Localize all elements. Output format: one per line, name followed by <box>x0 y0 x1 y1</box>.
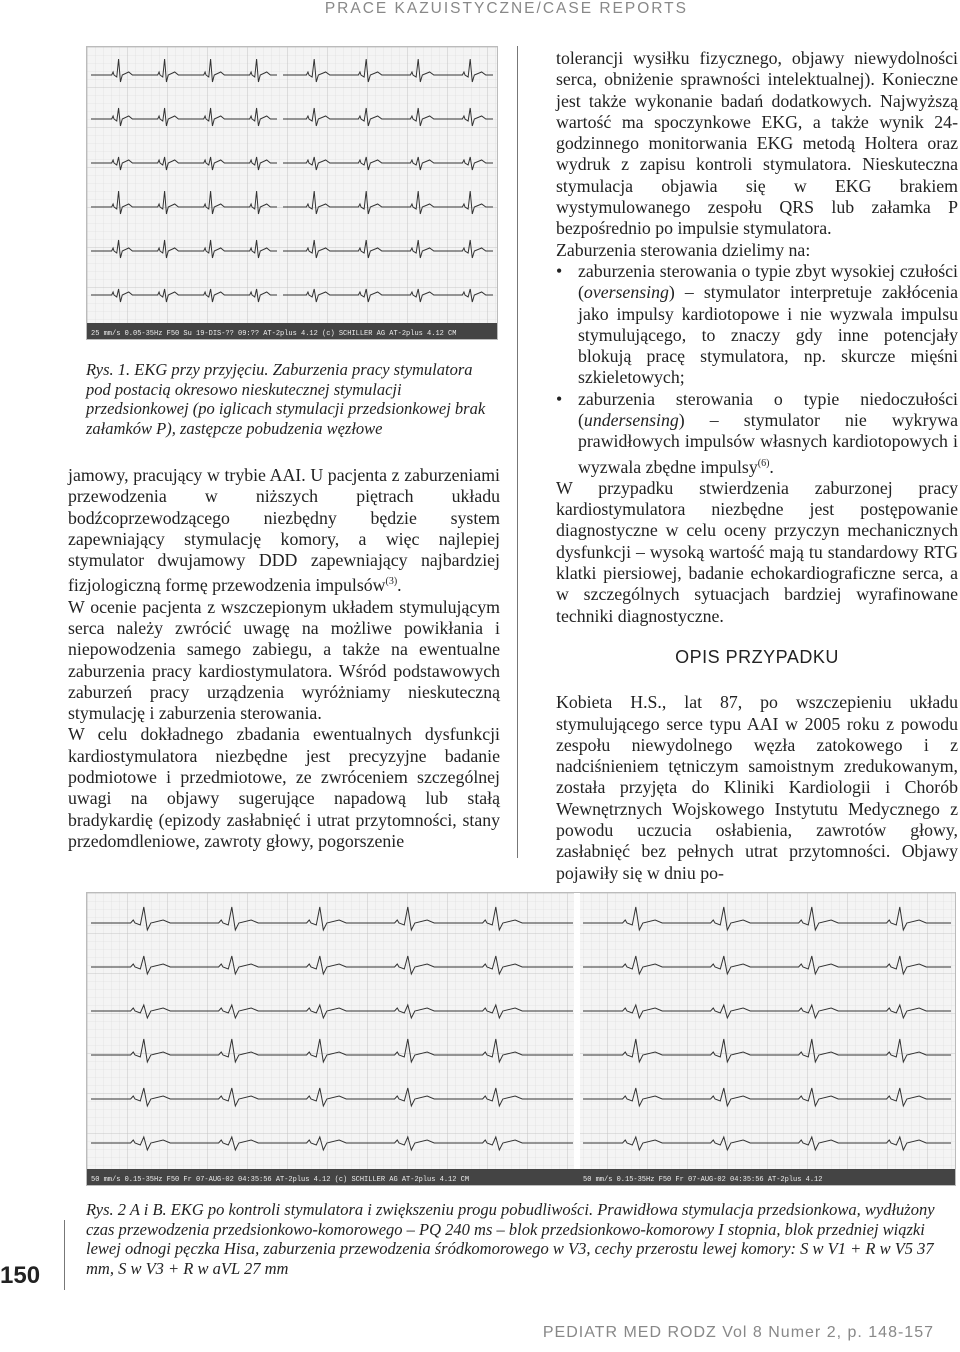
ecg-figure-1-footer: 25 mm/s 0.05-35Hz F50 Su 19-DIS-?? 09:?? AT-2plus 4.12 (c) SCHILLER AG AT-2plus 4.12 CM <box>91 330 457 338</box>
figure-1-caption-label: Rys. 1. EKG przy przyjęciu. <box>86 360 269 379</box>
oversensing-text-start: zaburzenia sterowania o typie zbyt wysokiej czułości ( <box>578 260 958 303</box>
reference-3: (3) <box>385 576 398 588</box>
right-column <box>556 48 958 884</box>
left-paragraph-1-end: . <box>397 575 402 596</box>
journal-footer: PEDIATR MED RODZ Vol 8 Numer 2, p. 148-157 <box>542 1324 934 1341</box>
figure-2-caption <box>86 1200 954 1278</box>
column-divider <box>517 46 518 858</box>
undersensing-term: undersensing <box>583 410 679 431</box>
reference-6: (6) <box>757 457 770 469</box>
undersensing-text-end: ) – stymulator nie wykrywa prawidłowych impulsów własnych kardiotopowych i wyzwala zbędne impulsy <box>578 410 958 477</box>
list-item-oversensing <box>556 261 958 389</box>
ecg-figure-2-graphic <box>87 893 955 1185</box>
right-paragraph-3: W przypadku stwierdzenia zaburzonej pracy kardiostymulatora niezbędne jest postępowanie diagnostyczne w celu oceny przyczyn mechanicznych dysfunkcji – wysoką wartość mają tu standardowy RTG klatki piersiowej, badanie echokardiograficzne serca, a w szczególnych sytuacjach bardziej wyrafinowane techniki diagnostyczne. <box>556 477 958 626</box>
case-description: Kobieta H.S., lat 87, po wszczepieniu układu stymulującego serce typu AAI w 2005 roku z powodu zespołu niewydolnego węzła zatokowego i z nadciśnieniem tętniczym samoistnym zredukowanym, została przyjęta do Kliniki Kardiologii i Chorób Wewnętrznych Wojskowego Instytutu Medycznego z powodu uczucia osłabienia, zawrotów głowy, zasłabnięć bez pełnych utrat przytomności. Objawy pojawiły się w dniu po- <box>556 692 958 883</box>
section-heading: OPIS PRZYPADKU <box>675 646 839 667</box>
oversensing-term: oversensing <box>583 282 669 303</box>
left-paragraph-1-text: jamowy, pracujący w trybie AAI. U pacjenta z zaburzeniami przewodzenia w niższych piętrach układu bodźcoprzewodzącego niezbędny będzie system zapewniający stymulację komory, a więc najlepiej stymulator dwujamowy DDD zapewniający najbardziej fizjologiczną formę przewodzenia impulsów <box>68 465 500 596</box>
figure-2-caption-text: EKG po kontroli stymulatora i zwiększeniu progu pobudliwości. Prawidłowa stymulacja przedsionkowa, wydłużony czas przewodzenia przedsionkowo-komorowego – PQ 240 ms – blok przedsionkowo-komorowy I stopnia, blok przedniej wiązki lewej odnogi pęczka Hisa, zaburzenia przewodzenia śródkomorowego w V3, cechy przerostu lewej komory: S w V1 + R w V5 37 mm, S w V3 + R w aVL 27 mm <box>86 1200 935 1278</box>
left-paragraph-1 <box>68 465 500 597</box>
ecg-figure-1 <box>86 46 498 340</box>
right-paragraph-1: tolerancji wysiłku fizycznego, objawy niewydolności serca, obniżenie sprawności intelektualnej). Konieczne jest także wykonanie badań dodatkowych. Najwyższą wartość ma spoczynkowe EKG, a także wynik 24-godzinnego monitorwania EKG metodą Holtera oraz wydruk z zapisu kontroli stymulatora. Nieskuteczna stymulacja objawia się w EKG brakiem wystymulowanego zespołu QRS lub załamka P bezpośrednio po impulsie stymulatora. <box>556 48 958 239</box>
oversensing-text-end: ) – stymulator interpretuje zakłócenia jako impulsy kardiotopowe i nie wyzwala impulsu stymulującego, to znaczy gdy inne potencjały blokują pracę stymulatora, np. skurcze mięśni szkieletowych; <box>578 282 958 388</box>
figure-1-caption <box>86 360 498 438</box>
ecg-figure-2 <box>86 892 956 1186</box>
list-item-undersensing <box>556 389 958 478</box>
ecg-figure-2b-footer: 50 mm/s 0.15-35Hz F50 Fr 07-AUG-02 04:35:56 AT-2plus 4.12 <box>583 1176 823 1184</box>
figure-2-caption-label: Rys. 2 A i B. <box>86 1200 167 1219</box>
ecg-figure-1-graphic <box>87 47 497 339</box>
undersensing-end: . <box>769 456 774 477</box>
page-number: 150 <box>0 1262 41 1289</box>
undersensing-text-start: zaburzenia sterowania o typie niedoczułości ( <box>578 388 958 431</box>
right-paragraph-2: Zaburzenia sterowania dzielimy na: <box>556 239 811 260</box>
sensing-disorders-list <box>556 261 958 478</box>
left-column <box>68 465 500 852</box>
left-paragraph-2: W ocenie pacjenta z wszczepionym układem stymulującym serca należy zwrócić uwagę na możliwe powikłania i niepowodzenia samego zabiegu, a także na ewentualne zaburzenia pracy kardiostymulatora. Wśród podstawowych zaburzeń pracy urządzenia wyróżniamy nieskuteczną stymulację i zaburzenia sterowania. <box>68 596 500 724</box>
page-number-divider <box>64 1220 65 1290</box>
left-paragraph-3: W celu dokładnego zbadania ewentualnych dysfunkcji kardiostymulatora niezbędne jest precyzyjne badanie podmiotowe i przedmiotowe, ze zwróceniem szczególnej uwagi na objawy sugerujące napadową lub stałą bradykardię (epizody zasłabnięć i utrat przytomności, stany przedomdleniowe, zawroty głowy, pogorszenie <box>68 724 500 851</box>
ecg-figure-2a-footer: 50 mm/s 0.15-35Hz F50 Fr 07-AUG-02 04:35:56 AT-2plus 4.12 (c) SCHILLER AG AT-2plus 4.12 CM <box>91 1176 470 1184</box>
running-header: PRACE KAZUISTYCZNE/CASE REPORTS <box>324 0 688 17</box>
figure-1-caption-text: Zaburzenia pracy stymulatora pod postacią okresowo nieskutecznej stymulacji przedsionkowej (po iglicach stymulacji przedsionkowej brak załamków P), zastępcze pobudzenia węzłowe <box>86 360 486 438</box>
